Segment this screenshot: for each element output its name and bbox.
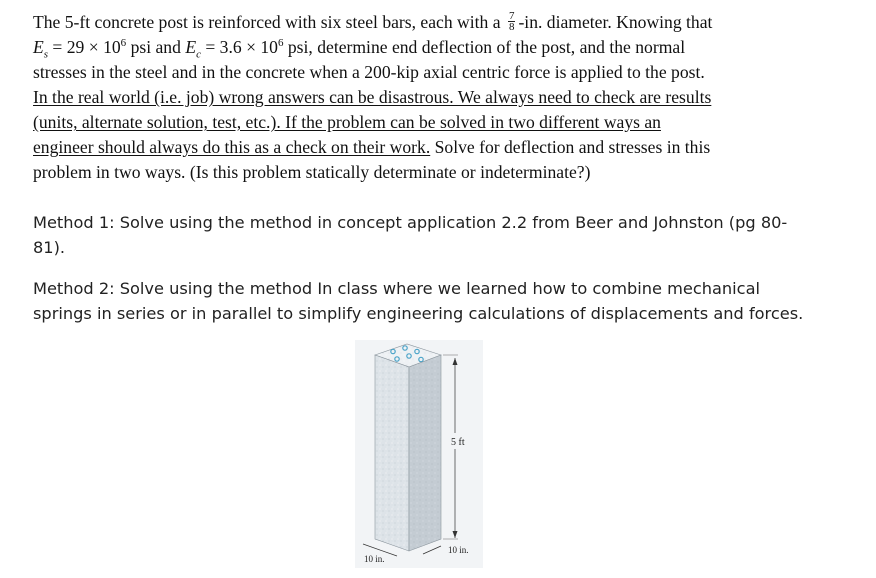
problem-line-6 [33,135,863,160]
problem-text: The 5-ft concrete post is reinforced with six steel bars, each with a [33,12,501,32]
method-2-line-2: springs in series or in parallel to simplify engineering calculations of displacements and forces. [33,304,804,323]
method-2 [33,276,853,326]
ec-unit: psi, determine end deflection of the post, and the normal [283,37,686,57]
problem-line-3: stresses in the steel and in the concrete when a 200-kip axial centric force is applied to the post. [33,62,705,82]
problem-statement [33,10,863,185]
problem-line-1 [33,10,863,35]
post-diagram [355,340,483,568]
bar-diameter-fraction [508,11,516,32]
concrete-post-figure [355,340,483,568]
method-1 [33,210,853,260]
problem-line-4-underlined: In the real world (i.e. job) wrong answers can be disastrous. We always need to check are results [33,87,712,107]
underlined-text: engineer should always do this as a check on their work. [33,137,431,157]
width-label: 10 in. [448,545,469,555]
method-1-line-1: Method 1: Solve using the method in concept application 2.2 from Beer and Johnston (pg 80- [33,213,788,232]
es-unit: psi and [126,37,186,57]
method-1-line-2: 81). [33,238,66,257]
problem-line-2 [33,35,863,60]
es-value: = 29 × 10 [48,37,121,57]
method-2-line-1: Method 2: Solve using the method In class where we learned how to combine mechanical [33,279,760,298]
problem-text: -in. diameter. Knowing that [518,12,713,32]
es-symbol: E [33,37,44,57]
height-label: 5 ft [451,437,465,448]
es-exponent: 6 [120,37,127,50]
ec-symbol: E [185,37,197,57]
fraction-numerator: 7 [508,10,515,23]
depth-label: 10 in. [364,554,385,564]
problem-line-7: problem in two ways. (Is this problem statically determinate or indeterminate?) [33,162,591,182]
problem-line-5-underlined: (units, alternate solution, test, etc.). If the problem can be solved in two different ways an [33,112,661,132]
problem-text: Solve for deflection and stresses in this [430,137,711,157]
post-side-face [409,355,441,551]
ec-exponent: 6 [277,37,284,50]
ec-value: = 3.6 × 10 [200,37,278,57]
fraction-denominator: 8 [508,21,515,34]
post-front-face [375,355,409,551]
ec-subscript: c [196,48,201,61]
es-subscript: s [43,48,49,61]
